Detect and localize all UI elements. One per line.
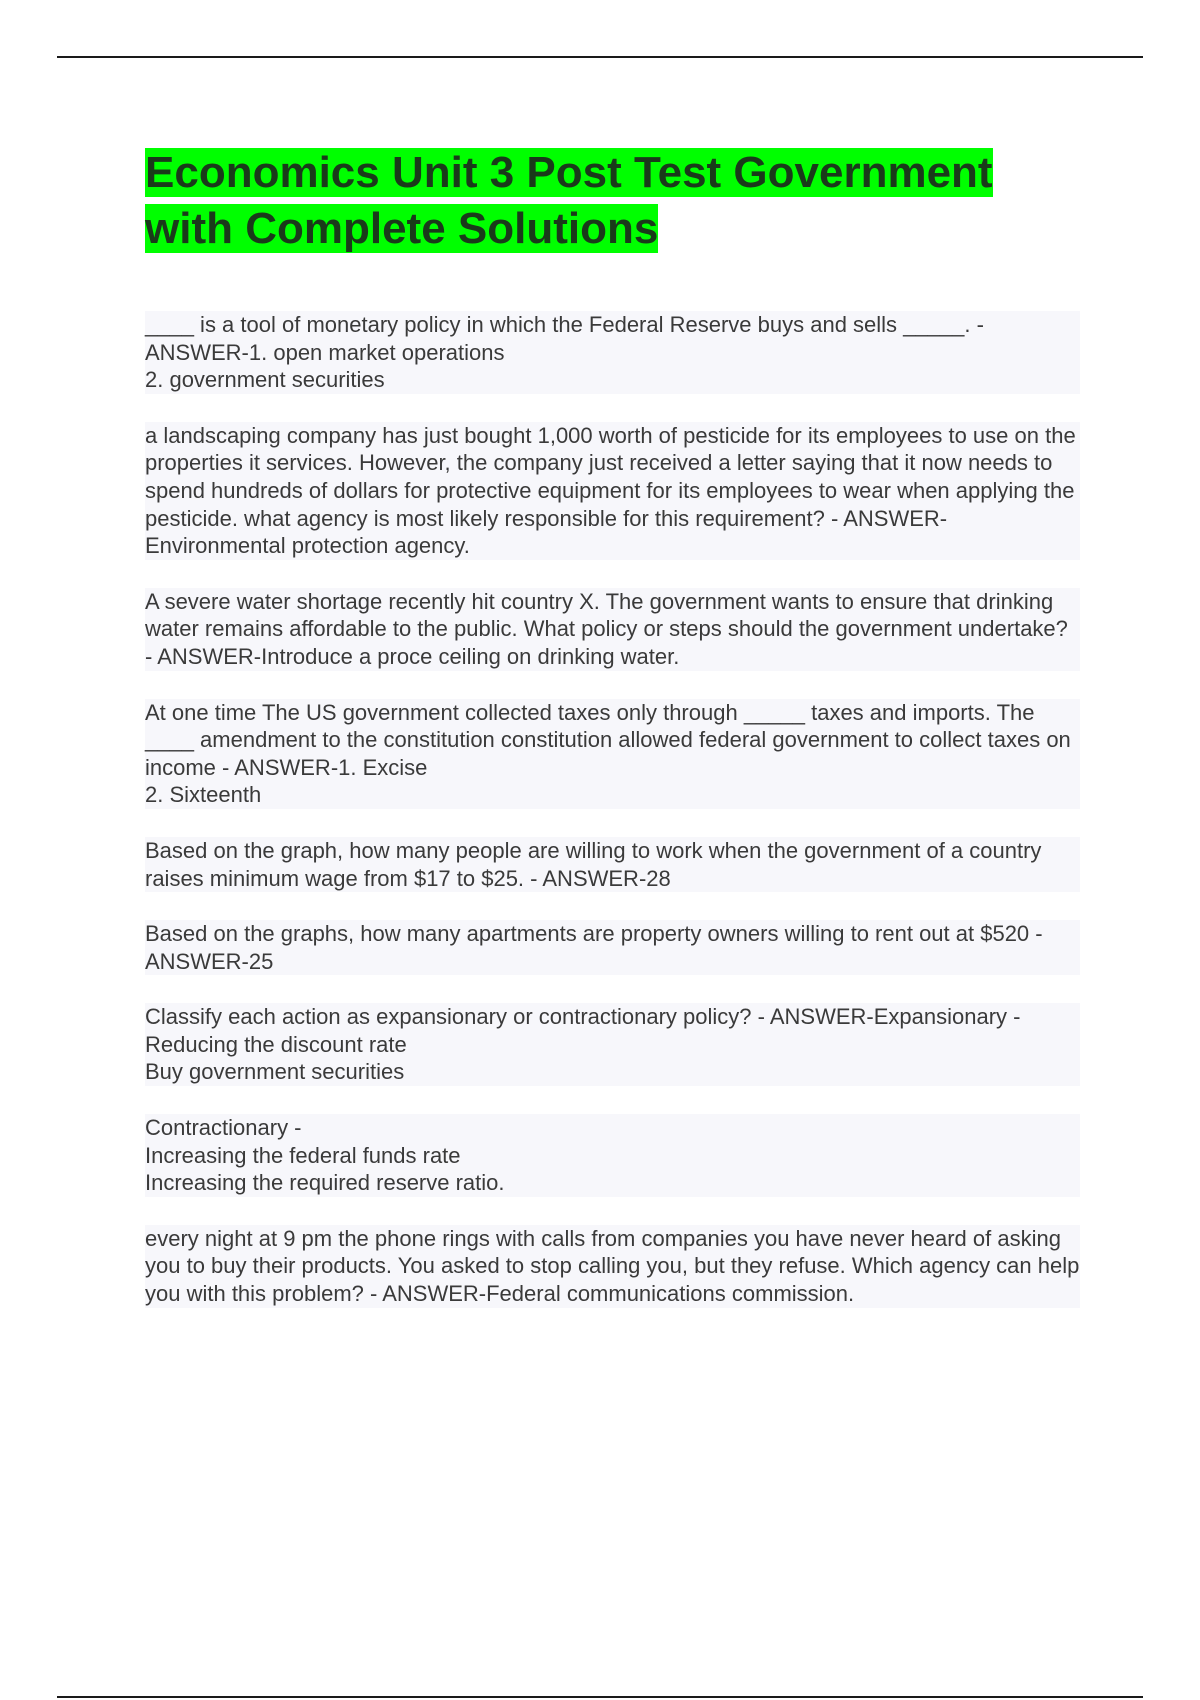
qa-item: At one time The US government collected taxes only through _____ taxes and imports. The ____ amendment to the constitution constitution allowed federal government to collect taxes on income - ANSWER-1. Excise 2. Sixteenth	[145, 699, 1080, 809]
bottom-rule	[57, 1696, 1143, 1698]
qa-item: Contractionary - Increasing the federal funds rate Increasing the required reserve ratio.	[145, 1114, 1080, 1197]
top-rule	[57, 56, 1143, 58]
document-title	[145, 145, 1080, 257]
qa-item: every night at 9 pm the phone rings with calls from companies you have never heard of asking you to buy their products. You asked to stop calling you, but they refuse. Which agency can help you with this problem? - ANSWER-Federal communications commission.	[145, 1225, 1080, 1307]
qa-item: ____ is a tool of monetary policy in which the Federal Reserve buys and sells _____. - ANSWER-1. open market operations 2. government securities	[145, 311, 1080, 394]
qa-item: Based on the graphs, how many apartments are property owners willing to rent out at $520 - ANSWER-25	[145, 920, 1080, 975]
qa-item: A severe water shortage recently hit country X. The government wants to ensure that drinking water remains affordable to the public. What policy or steps should the government undertake? - ANSWER-Introduce a proce ceiling on drinking water.	[145, 588, 1080, 671]
document-body	[145, 145, 1080, 1336]
qa-list	[145, 311, 1080, 1308]
qa-item: Classify each action as expansionary or contractionary policy? - ANSWER-Expansionary - Reducing the discount rate Buy government securities	[145, 1003, 1080, 1086]
title-highlight: Economics Unit 3 Post Test Government with Complete Solutions	[145, 148, 993, 253]
qa-item: Based on the graph, how many people are willing to work when the government of a country raises minimum wage from $17 to $25. - ANSWER-28	[145, 837, 1080, 892]
qa-item: a landscaping company has just bought 1,000 worth of pesticide for its employees to use on the properties it services. However, the company just received a letter saying that it now needs to spend hundreds of dollars for protective equipment for its employees to wear when applying the pesticide. what agency is most likely responsible for this requirement? - ANSWER-Environmental protection agency.	[145, 422, 1080, 560]
